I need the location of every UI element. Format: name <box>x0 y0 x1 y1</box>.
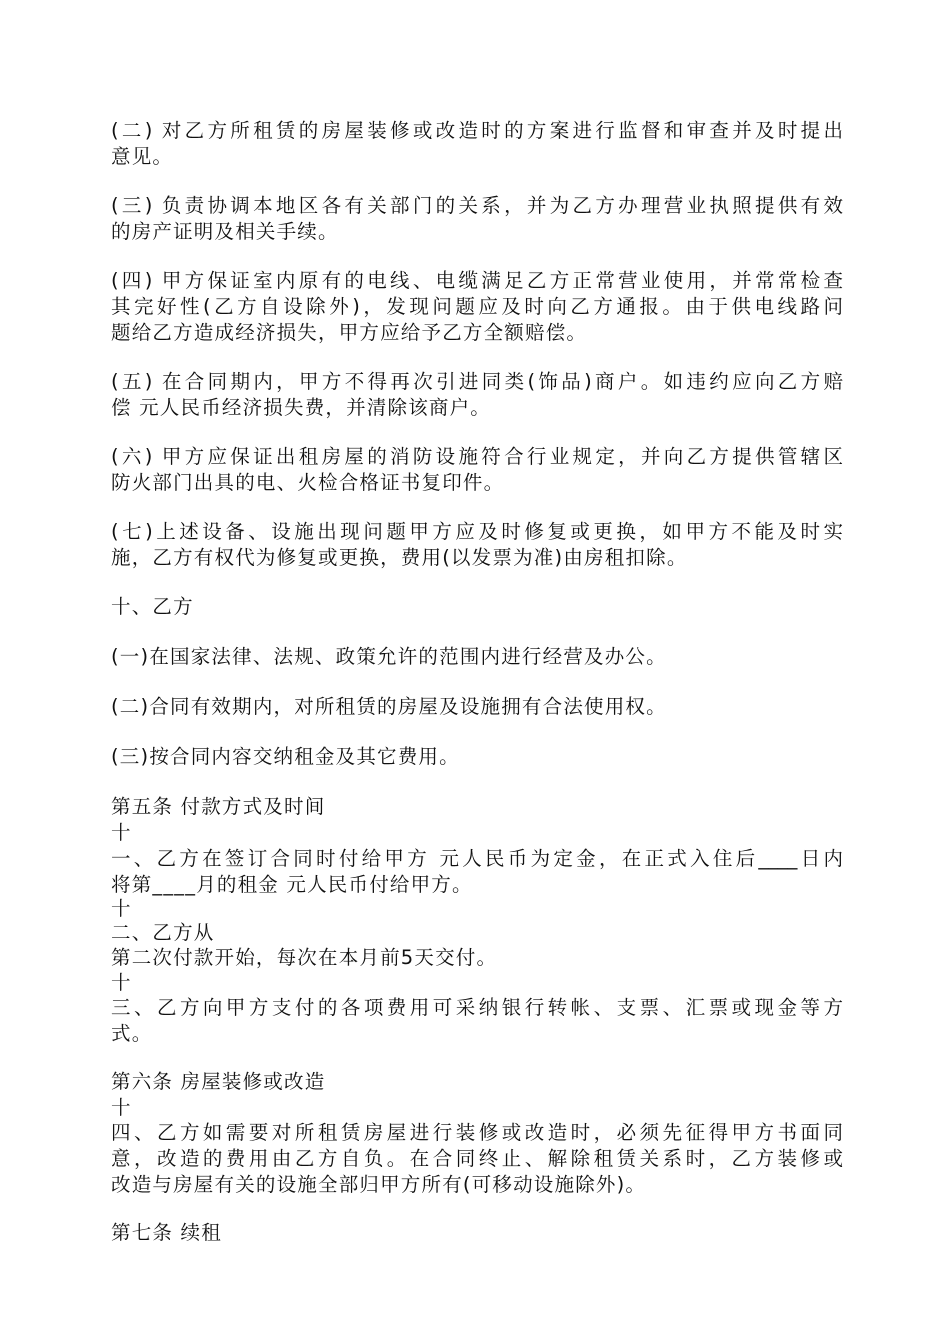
text-line: (一)在国家法律、法规、政策允许的范围内进行经营及办公。 <box>111 645 667 668</box>
text-line: 四、乙方如需要对所租赁房屋进行装修或改造时，必须先征得甲方书面同 <box>111 1121 843 1144</box>
text-line: 将第____月的租金 元人民币付给甲方。 <box>111 873 473 896</box>
text-line: (二)合同有效期内，对所租赁的房屋及设施拥有合法使用权。 <box>111 695 667 718</box>
article-heading: 第七条 续租 <box>111 1221 222 1244</box>
text-line: 第二次付款开始，每次在本月前5天交付。 <box>111 946 498 969</box>
text-line: 三、乙方向甲方支付的各项费用可采纳银行转帐、支票、汇票或现金等方 <box>111 996 843 1019</box>
text-line: 题给乙方造成经济损失，甲方应给予乙方全额赔偿。 <box>111 321 588 344</box>
text-line: 式。 <box>111 1022 153 1045</box>
text-line: 十 <box>111 971 132 994</box>
text-line: 十 <box>111 897 132 920</box>
text-line: (六) 甲方应保证出租房屋的消防设施符合行业规定，并向乙方提供管辖区 <box>111 445 843 468</box>
article-heading: 第六条 房屋装修或改造 <box>111 1070 326 1093</box>
text-line: (三) 负责协调本地区各有关部门的关系，并为乙方办理营业执照提供有效 <box>111 194 843 217</box>
text-line: 偿 元人民币经济损失费，并清除该商户。 <box>111 396 491 419</box>
text-line: 一、乙方在签订合同时付给甲方 元人民币为定金，在正式入住后____日内 <box>111 847 843 870</box>
section-heading: 十、乙方 <box>111 595 194 618</box>
text-line: 十 <box>111 821 132 844</box>
text-line: (三)按合同内容交纳租金及其它费用。 <box>111 745 460 768</box>
text-line: 施，乙方有权代为修复或更换，费用(以发票为准)由房租扣除。 <box>111 546 688 569</box>
text-line: 二、乙方从 <box>111 921 215 944</box>
text-line: (七)上述设备、设施出现问题甲方应及时修复或更换，如甲方不能及时实 <box>111 520 843 543</box>
text-line: 的房产证明及相关手续。 <box>111 220 339 243</box>
text-line: 防火部门出具的电、火检合格证书复印件。 <box>111 471 505 494</box>
text-line: 改造与房屋有关的设施全部归甲方所有(可移动设施除外)。 <box>111 1173 647 1196</box>
article-heading: 第五条 付款方式及时间 <box>111 795 326 818</box>
text-line: 十 <box>111 1096 132 1119</box>
text-line: 其完好性(乙方自设除外)，发现问题应及时向乙方通报。由于供电线路问 <box>111 295 843 318</box>
text-line: 意见。 <box>111 145 174 168</box>
text-line: (五) 在合同期内，甲方不得再次引进同类(饰品)商户。如违约应向乙方赔 <box>111 370 843 393</box>
text-line: 意，改造的费用由乙方自负。在合同终止、解除租赁关系时，乙方装修或 <box>111 1147 843 1170</box>
text-line: (二) 对乙方所租赁的房屋装修或改造时的方案进行监督和审查并及时提出 <box>111 119 843 142</box>
text-line: (四) 甲方保证室内原有的电线、电缆满足乙方正常营业使用，并常常检查 <box>111 269 843 292</box>
